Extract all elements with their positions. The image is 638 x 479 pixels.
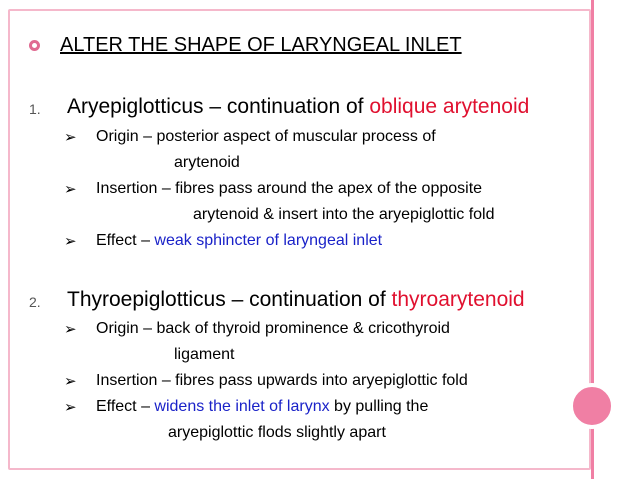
point-text	[96, 232, 382, 250]
point-text: Insertion – fibres pass around the apex of the opposite	[96, 180, 483, 197]
decorative-circle	[569, 383, 615, 429]
point-text-continued: aryepiglottic flods slightly apart	[168, 424, 386, 441]
point-text-continued: arytenoid	[174, 154, 240, 171]
point-text: Origin – back of thyroid prominence & cricothyroid	[96, 320, 450, 337]
ring-bullet-icon	[29, 40, 40, 51]
point-text: Insertion – fibres pass upwards into aryepiglottic fold	[96, 372, 468, 389]
point-text-suffix: by pulling the	[329, 398, 429, 415]
point-highlight: widens the inlet of larynx	[154, 398, 330, 415]
item-title-text: Thyroepiglotticus – continuation of	[67, 288, 392, 311]
slide-heading: ALTER THE SHAPE OF LARYNGEAL INLET	[60, 34, 462, 56]
item-number: 1.	[29, 101, 41, 117]
point-text-prefix: Effect –	[96, 232, 155, 249]
arrowhead-bullet-icon: ➢	[64, 129, 77, 146]
item-number: 2.	[29, 294, 41, 310]
point-text-prefix: Effect –	[96, 398, 155, 415]
point-text-continued: ligament	[174, 346, 235, 363]
item-title-text: Aryepiglotticus – continuation of	[67, 95, 370, 118]
point-highlight: weak sphincter of laryngeal inlet	[154, 232, 383, 249]
arrowhead-bullet-icon: ➢	[64, 373, 77, 390]
item-title-highlight: thyroarytenoid	[391, 288, 525, 311]
item-title	[67, 288, 525, 312]
item-title	[67, 95, 529, 119]
arrowhead-bullet-icon: ➢	[64, 399, 77, 416]
point-text-continued: arytenoid & insert into the aryepiglottic fold	[193, 206, 495, 223]
arrowhead-bullet-icon: ➢	[64, 321, 77, 338]
arrowhead-bullet-icon: ➢	[64, 233, 77, 250]
item-title-highlight: oblique arytenoid	[369, 95, 530, 118]
arrowhead-bullet-icon: ➢	[64, 181, 77, 198]
point-text	[96, 398, 428, 416]
point-text: Origin – posterior aspect of muscular process of	[96, 128, 436, 145]
